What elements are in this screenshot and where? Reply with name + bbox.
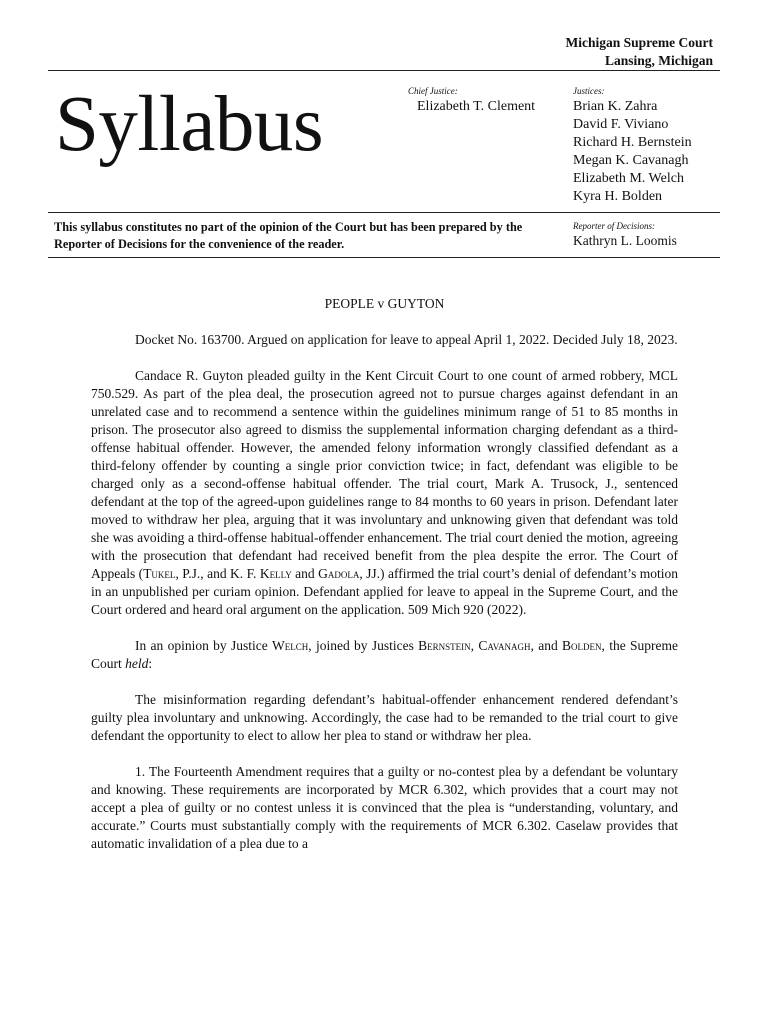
header-divider <box>48 70 720 71</box>
author-name: Welch <box>272 638 309 653</box>
point-1-paragraph: 1. The Fourteenth Amendment requires that a guilty or no-contest plea by a defendant be voluntary and knowing. These requirements are incorporated by MCR 6.302, which provides that a court may not accept a plea of guilty or no contest unless it is convinced that the plea is “understanding, voluntary, and accurate.” Courts must substantially comply with the requirements of MCR 6.302. Caselaw provides that automatic invalidation of a plea due to a <box>91 764 678 851</box>
justice-name: Kyra H. Bolden <box>573 189 663 204</box>
reporter-name: Kathryn L. Loomis <box>573 233 677 248</box>
justices-list <box>573 98 692 206</box>
page-title: Syllabus <box>55 81 324 168</box>
justice-name: Bolden <box>562 638 602 653</box>
chief-justice-label-block <box>408 86 458 97</box>
chief-justice-name: Elizabeth T. Clement <box>417 99 536 114</box>
judge-name: Tukel <box>143 566 176 581</box>
docket-paragraph: Docket No. 163700. Argued on application for leave to appeal April 1, 2022. Decided July 18, 2023. <box>135 332 678 347</box>
justice-name: Brian K. Zahra <box>573 99 658 114</box>
disclaimer-bottom-divider <box>48 257 720 258</box>
reporter-block <box>573 221 677 249</box>
opinion-intro-paragraph: In an opinion by Justice Welch, joined by Justices Bernstein, Cavanagh, and Bolden, the Supreme Court held: <box>91 638 679 671</box>
justice-name: Elizabeth M. Welch <box>573 171 684 186</box>
justice-name: Megan K. Cavanagh <box>573 153 689 168</box>
justice-name: Bernstein <box>418 638 471 653</box>
disclaimer-top-divider <box>48 212 720 213</box>
facts-paragraph: Candace R. Guyton pleaded guilty in the Kent Circuit Court to one count of armed robbery, MCL 750.529. As part of the plea deal, the prosecution agreed not to pursue charges against defendant in an unrelated case and to recommend a sentence within the guidelines minimum range of 51 to 85 months in prison. The prosecutor also agreed to dismiss the supplemental information charging defendant as a third-offense habitual offender. However, the amended felony information wrongly classified defendant as a third-felony offender by counting a single prior conviction twice; in fact, defendant was eligible to be charged only as a second-offense habitual offender. The trial court, Mark A. Trusock, J., sentenced defendant at the top of the agreed-upon guidelines range to 84 months to 60 years in prison. Defendant later moved to withdraw her plea, arguing that it was involuntary and unknowing given that defendant was told she was avoiding a third-offense habitual-offender enhancement. The trial court denied the motion, agreeing with the prosecution that defendant had received benefit from the plea despite the error. The Court of Appeals (Tukel, P.J., and K. F. Kelly and Gadola, JJ.) affirmed the trial court’s denial of defendant’s motion in an unpublished per curiam opinion. Defendant applied for leave to appeal in the Supreme Court, and the Court ordered and heard oral argument on the application. 509 Mich 920 (2022). <box>91 368 679 617</box>
justice-name: Cavanagh <box>478 638 531 653</box>
judge-name: Gadola <box>318 566 360 581</box>
court-name: Michigan Supreme Court <box>565 35 713 50</box>
syllabus-body <box>91 295 678 871</box>
disclaimer-text: This syllabus constitutes no part of the opinion of the Court but has been prepared by the Reporter of Decisions for the convenience of the reader. <box>54 220 523 251</box>
holding-paragraph: The misinformation regarding defendant’s habitual-offender enhancement rendered defendant’s guilty plea involuntary and unknowing. Accordingly, the case had to be remanded to the trial court to give defendant the opportunity to elect to allow her plea to stand or withdraw her plea. <box>91 692 678 743</box>
justice-name: Richard H. Bernstein <box>573 135 692 150</box>
case-title: PEOPLE v GUYTON <box>324 296 445 311</box>
justices-label: Justices: <box>573 86 605 96</box>
chief-justice-label: Chief Justice: <box>408 86 458 96</box>
justices-block <box>573 86 692 206</box>
held-word: held <box>125 656 149 671</box>
court-location: Lansing, Michigan <box>604 53 713 68</box>
reporter-label: Reporter of Decisions: <box>573 221 655 231</box>
justice-name: David F. Viviano <box>573 117 669 132</box>
judge-name: Kelly <box>259 566 292 581</box>
court-header <box>566 34 714 70</box>
